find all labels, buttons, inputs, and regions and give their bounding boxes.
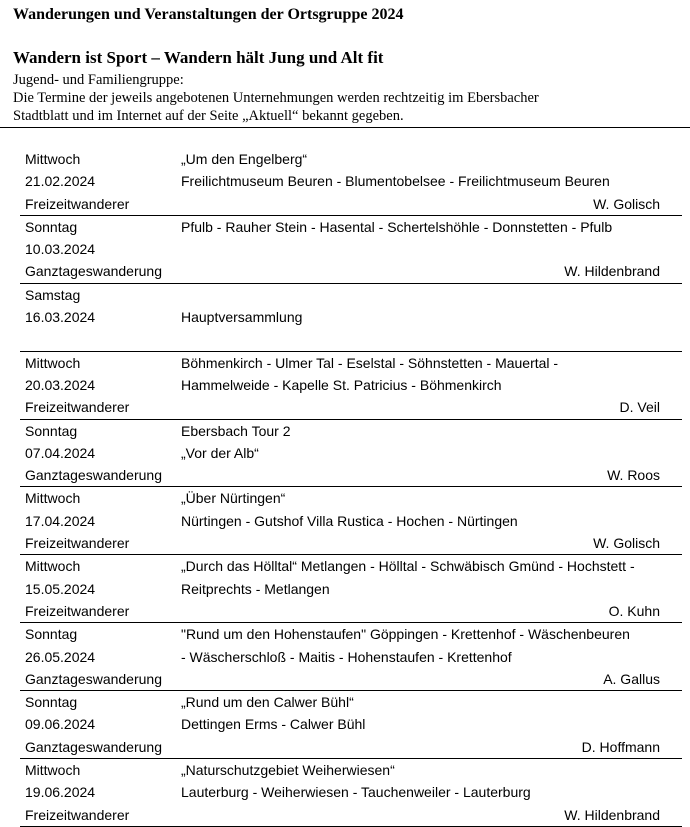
header-divider	[0, 127, 690, 128]
event-title: „Über Nürtingen“	[181, 490, 286, 507]
event-day: Mittwoch	[25, 490, 81, 507]
event-date: 07.04.2024	[25, 444, 96, 461]
event-route: Hammelweide - Kapelle St. Patricius - Böhmenkirch	[181, 376, 502, 393]
event-leader: W. Golisch	[593, 535, 660, 552]
event-type: Ganztageswanderung	[25, 670, 162, 687]
intro-line: Stadtblatt und im Internet auf der Seite „Aktuell“ bekannt gegeben.	[13, 108, 404, 124]
event-day: Sonntag	[25, 218, 78, 235]
event-title: „Rund um den Calwer Bühl“	[181, 694, 354, 711]
event-title: „Naturschutzgebiet Weiherwiesen“	[181, 762, 395, 779]
event-route: Freilichtmuseum Beuren - Blumentobelsee - Freilichtmuseum Beuren	[181, 173, 610, 190]
event-entry	[20, 759, 682, 827]
event-leader: W. Roos	[607, 467, 660, 484]
event-type: Freizeitwanderer	[25, 806, 130, 823]
event-day: Mittwoch	[25, 354, 81, 371]
event-type: Freizeitwanderer	[25, 602, 130, 619]
event-route: Böhmenkirch - Ulmer Tal - Eselstal - Söhnstetten - Mauertal -	[181, 354, 559, 371]
event-subtitle: „Vor der Alb“	[181, 444, 259, 461]
event-leader: D. Hoffmann	[581, 738, 660, 755]
event-leader: W. Hildenbrand	[564, 806, 660, 823]
page-title: Wanderungen und Veranstaltungen der Ortsgruppe 2024	[13, 6, 404, 23]
intro-text	[13, 71, 683, 125]
event-day: Sonntag	[25, 694, 78, 711]
event-entry	[20, 691, 682, 759]
event-leader: D. Veil	[619, 399, 660, 416]
event-date: 19.06.2024	[25, 784, 96, 801]
event-day: Sonntag	[25, 422, 78, 439]
intro-line: Die Termine der jeweils angebotenen Unternehmungen werden rechtzeitig im Ebersbacher	[13, 90, 539, 106]
event-entry	[20, 352, 682, 420]
event-day: Mittwoch	[25, 558, 81, 575]
event-title: „Um den Engelberg“	[181, 151, 308, 167]
event-leader: O. Kuhn	[608, 602, 660, 619]
event-route: - Wäscherschloß - Maitis - Hohenstaufen - Krettenhof	[181, 648, 512, 665]
event-type: Freizeitwanderer	[25, 535, 130, 552]
event-route: Pfulb - Rauher Stein - Hasental - Schertelshöhle - Donnstetten - Pfulb	[181, 218, 613, 235]
event-list	[20, 148, 682, 827]
event-entry	[20, 216, 682, 284]
event-date: 20.03.2024	[25, 376, 96, 393]
event-date: 10.03.2024	[25, 241, 96, 258]
event-leader: W. Hildenbrand	[564, 263, 660, 280]
event-route: Nürtingen - Gutshof Villa Rustica - Hochen - Nürtingen	[181, 512, 518, 529]
event-leader: W. Golisch	[593, 195, 660, 212]
event-route: Reitprechts - Metlangen	[181, 580, 330, 597]
event-leader: A. Gallus	[603, 670, 660, 687]
event-day: Mittwoch	[25, 151, 81, 167]
event-title: „Durch das Hölltal“ Metlangen - Hölltal - Schwäbisch Gmünd - Hochstett -	[181, 558, 635, 575]
event-date: 15.05.2024	[25, 580, 96, 597]
page-subtitle: Wandern ist Sport – Wandern hält Jung und Alt fit	[13, 48, 384, 67]
event-entry	[20, 148, 682, 216]
event-title: "Rund um den Hohenstaufen" Göppingen - Krettenhof - Wäschenbeuren	[181, 626, 630, 643]
event-day: Samstag	[25, 286, 81, 303]
event-route: Lauterburg - Weiherwiesen - Tauchenweiler - Lauterburg	[181, 784, 531, 801]
event-type: Ganztageswanderung	[25, 738, 162, 755]
event-entry	[20, 487, 682, 555]
event-entry	[20, 420, 682, 488]
event-route: Dettingen Erms - Calwer Bühl	[181, 716, 366, 733]
event-type: Freizeitwanderer	[25, 195, 130, 212]
event-date: 17.04.2024	[25, 512, 96, 529]
event-day: Mittwoch	[25, 762, 81, 779]
intro-line: Jugend- und Familiengruppe:	[13, 72, 184, 88]
event-day: Sonntag	[25, 626, 78, 643]
event-date: 16.03.2024	[25, 309, 96, 326]
event-type: Ganztageswanderung	[25, 263, 162, 280]
event-date: 21.02.2024	[25, 173, 96, 190]
event-entry	[20, 623, 682, 691]
event-type: Freizeitwanderer	[25, 399, 130, 416]
event-entry	[20, 284, 682, 352]
event-date: 26.05.2024	[25, 648, 96, 665]
event-date: 09.06.2024	[25, 716, 96, 733]
event-type: Ganztageswanderung	[25, 467, 162, 484]
event-entry	[20, 555, 682, 623]
event-title: Hauptversammlung	[181, 309, 303, 326]
event-title: Ebersbach Tour 2	[181, 422, 291, 439]
